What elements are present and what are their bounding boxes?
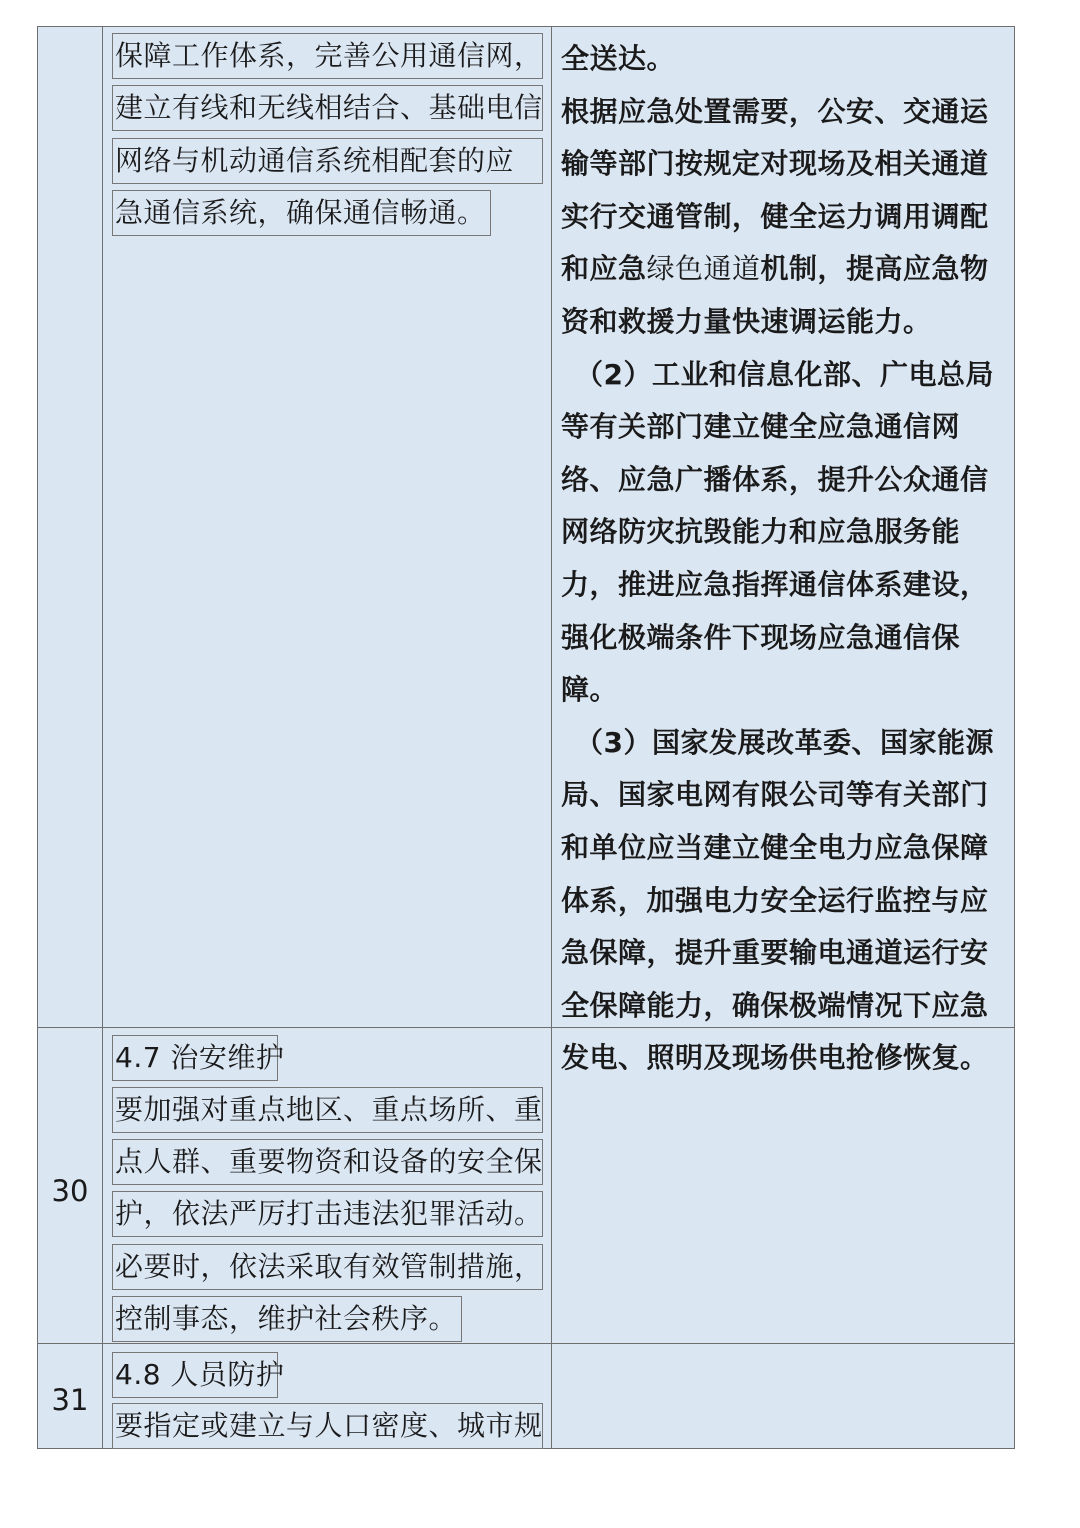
paragraph: 全送达。 bbox=[561, 42, 676, 75]
section-heading: 4.8 人员防护 bbox=[112, 1352, 278, 1398]
left-text-line: 护，依法严厉打击违法犯罪活动。 bbox=[112, 1191, 543, 1237]
row-divider-2 bbox=[38, 1343, 1014, 1344]
column-divider-2 bbox=[551, 27, 552, 1448]
row-number: 30 bbox=[51, 1174, 89, 1208]
paragraph: 根据应急处置需要，公安、交通运输等部门按规定对现场及相关通道实行交通管制，健全运力调用调配和应急绿色通道机制，提高应急物资和救援力量快速调运能力。 bbox=[561, 94, 989, 338]
left-text-line: 保障工作体系，完善公用通信网， bbox=[112, 33, 543, 79]
paragraph: （3）国家发展改革委、国家能源局、国家电网有限公司等有关部门和单位应当建立健全电力应急保障体系，加强电力安全运行监控与应急保障，提升重要输电通道运行安全保障能力，确保极端情况下应急发电、照明及现场供电抢修恢复。 bbox=[561, 725, 994, 1075]
left-text-line: 急通信系统，确保通信畅通。 bbox=[112, 190, 491, 236]
left-text-line: 必要时，依法采取有效管制措施， bbox=[112, 1244, 543, 1290]
row-number: 31 bbox=[51, 1383, 89, 1417]
column-divider-1 bbox=[102, 27, 103, 1448]
left-text-line: 网络与机动通信系统相配套的应 bbox=[112, 138, 543, 184]
left-text-line: 点人群、重要物资和设备的安全保 bbox=[112, 1139, 543, 1185]
left-text-line: 要加强对重点地区、重点场所、重 bbox=[112, 1087, 543, 1133]
left-text-line: 要指定或建立与人口密度、城市规 bbox=[112, 1403, 543, 1449]
right-cell-text bbox=[561, 33, 1011, 1085]
comparison-table bbox=[37, 26, 1015, 1449]
section-heading: 4.7 治安维护 bbox=[112, 1035, 278, 1081]
left-text-line: 控制事态，维护社会秩序。 bbox=[112, 1296, 462, 1342]
paragraph: （2）工业和信息化部、广电总局等有关部门建立健全应急通信网络、应急广播体系，提升公众通信网络防灾抗毁能力和应急服务能力，推进应急指挥通信体系建设，强化极端条件下现场应急通信保障。 bbox=[561, 357, 994, 707]
left-text-line: 建立有线和无线相结合、基础电信 bbox=[112, 85, 543, 131]
